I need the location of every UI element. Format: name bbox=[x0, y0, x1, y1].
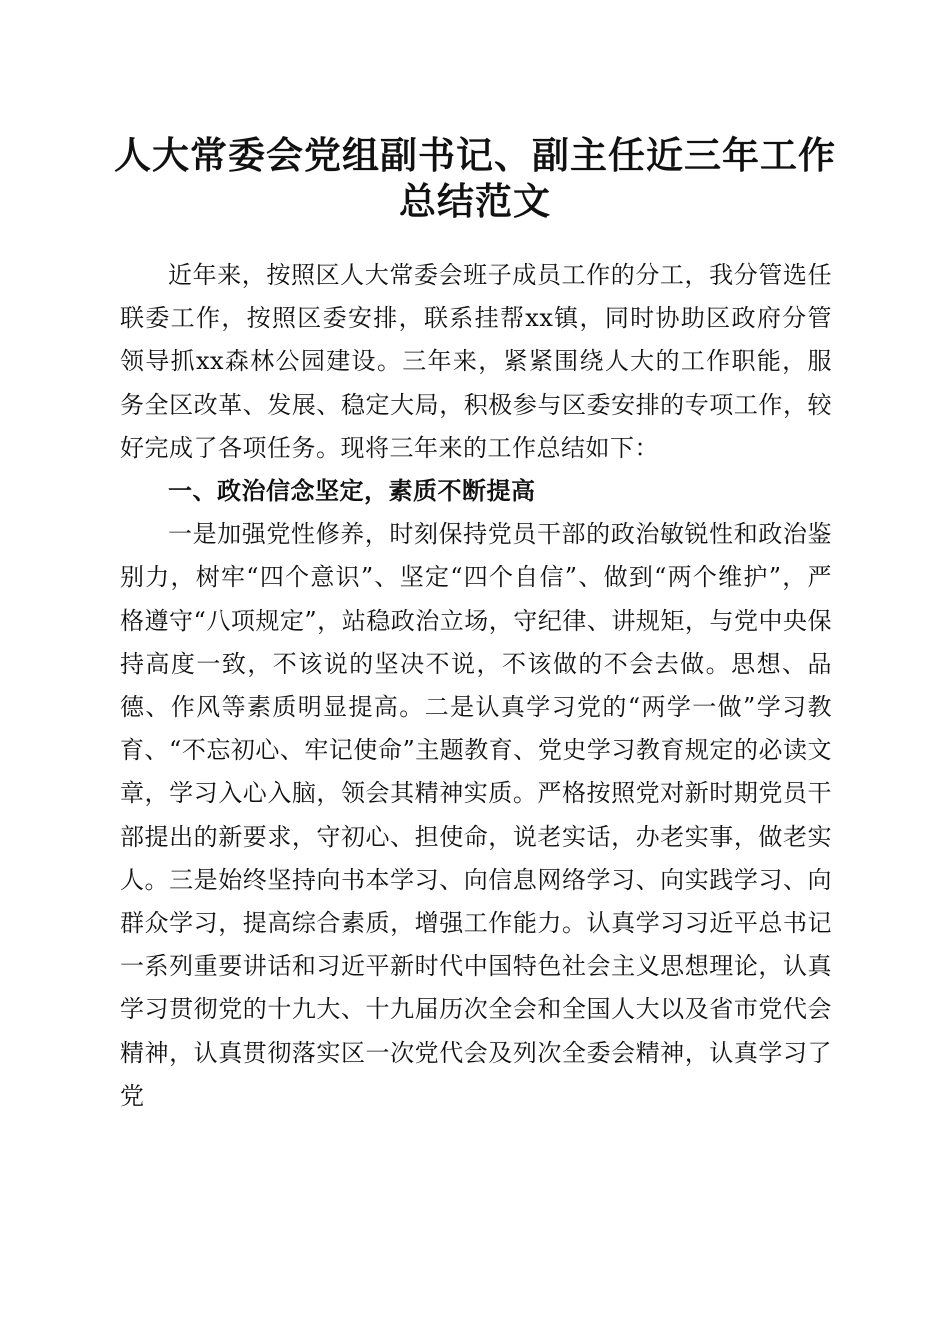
section-1-paragraph: 一是加强党性修养，时刻保持党员干部的政治敏锐性和政治鉴别力，树牢“四个意识”、坚定“四个自信”、做到“两个维护”，严格遵守“八项规定”，站稳政治立场，守纪律、讲规矩，与党中央保持高度一致，不该说的坚决不说，不该做的不会去做。思想、品德、作风等素质明显提高。二是认真学习党的“两学一做”学习教育、“不忘初心、牢记使命”主题教育、党史学习教育规定的必读文章，学习入心入脑，领会其精神实质。严格按照党对新时期党员干部提出的新要求，守初心、担使命，说老实话，办老实事，做老实人。三是始终坚持向书本学习、向信息网络学习、向实践学习、向群众学习，提高综合素质，增强工作能力。认真学习习近平总书记一系列重要讲话和习近平新时代中国特色社会主义思想理论，认真学习贯彻党的十九大、十九届历次全会和全国人大以及省市党代会精神，认真贯彻落实区一次党代会及列次全委会精神，认真学习了党 bbox=[120, 520, 832, 1110]
section-heading-1: 一、政治信念坚定，素质不断提高 bbox=[168, 477, 536, 506]
document-title: 人大常委会党组副书记、副主任近三年工作总结范文 bbox=[114, 133, 836, 223]
intro-paragraph: 近年来，按照区人大常委会班子成员工作的分工，我分管选任联委工作，按照区委安排，联系挂帮xx镇，同时协助区政府分管领导抓xx森林公园建设。三年来，紧紧围绕人大的工作职能，服务全区改革、发展、稳定大局，积极参与区委安排的专项工作，较好完成了各项任务。现将三年来的工作总结如下： bbox=[120, 261, 832, 462]
document-body bbox=[120, 254, 832, 1118]
